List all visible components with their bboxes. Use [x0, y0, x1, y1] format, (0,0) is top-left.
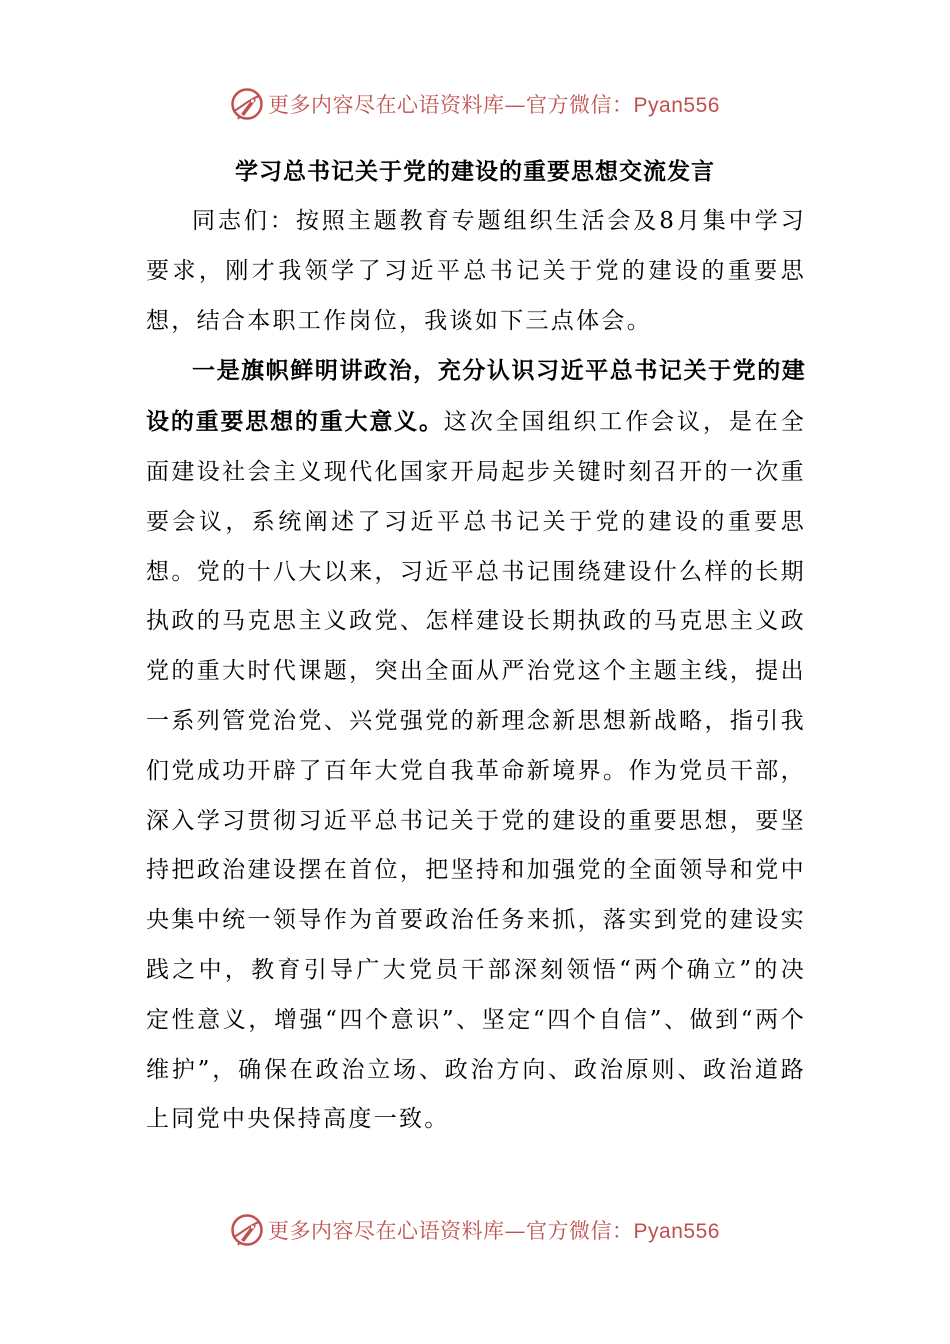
- watermark-wechat-id: Pyan556: [633, 1220, 720, 1243]
- document-body: [146, 197, 806, 1145]
- point-one-body: 这次全国组织工作会议，是在全面建设社会主义现代化国家开局起步关键时刻召开的一次重要会议，系统阐述了习近平总书记关于党的建设的重要思想。党的十八大以来，习近平总书记围绕建设什么样的长期执政的马克思主义政党、怎样建设长期执政的马克思主义政党的重大时代课题，突出全面从严治党这个主题主线，提出一系列管党治党、兴党强党的新理念新思想新战略，指引我们党成功开辟了百年大党自我革命新境界。作为党员干部，深入学习贯彻习近平总书记关于党的建设的重要思想，要坚持把政治建设摆在首位，把坚持和加强党的全面领导和党中央集中统一领导作为首要政治任务来抓，落实到党的建设实践之中，教育引导广大党员干部深刻领悟“两个确立”的决定性意义，增强“四个意识”、坚定“四个自信”、做到“两个维护”，确保在政治立场、政治方向、政治原则、政治道路上同党中央保持高度一致。: [146, 409, 806, 1133]
- footer-watermark: [0, 1208, 950, 1252]
- watermark-text: 更多内容尽在心语资料库—官方微信：Pyan556: [268, 1219, 720, 1243]
- document-title: 学习总书记关于党的建设的重要思想交流发言: [235, 158, 715, 185]
- intro-paragraph: 同志们：按照主题教育专题组织生活会及8月集中学习要求，刚才我领学了习近平总书记关于党的建设的重要思想，结合本职工作岗位，我谈如下三点体会。: [146, 208, 806, 334]
- watermark-wechat-id: Pyan556: [633, 94, 720, 117]
- header-watermark: [0, 82, 950, 126]
- point-one-paragraph: [146, 346, 806, 1145]
- watermark-text: 更多内容尽在心语资料库—官方微信：Pyan556: [268, 93, 720, 117]
- pen-logo-icon: [230, 87, 264, 121]
- pen-logo-icon: [230, 1213, 264, 1247]
- point-one-lead: 一是旗帜鲜明讲政治，充分认识习近平总书记关于党的建设的重要思想的重大意义。: [146, 357, 806, 436]
